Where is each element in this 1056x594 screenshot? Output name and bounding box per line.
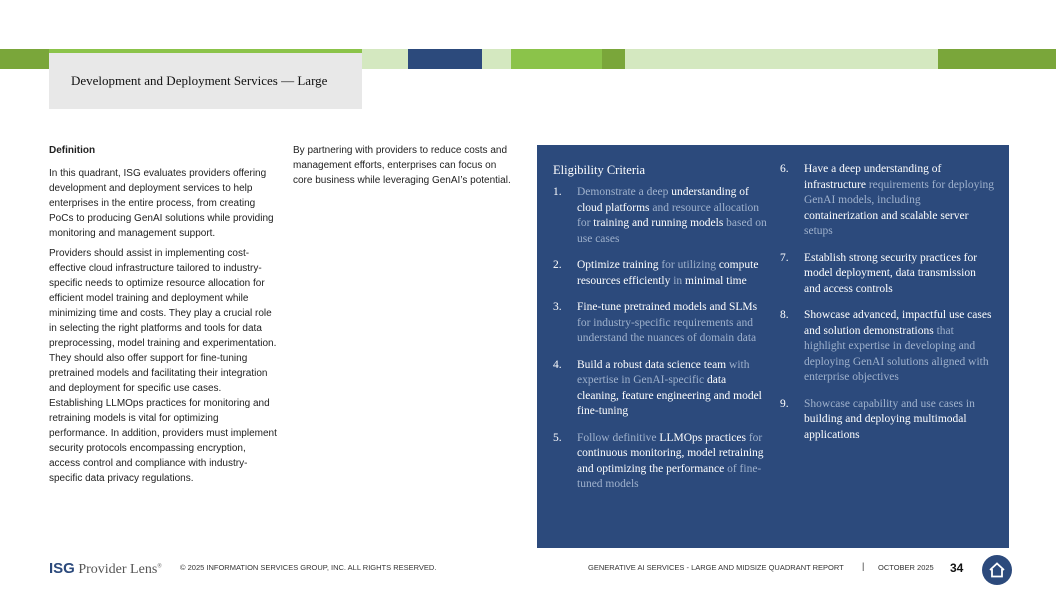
eligibility-item	[780, 251, 995, 298]
eligibility-item-text: based on use cases	[577, 217, 767, 245]
eligibility-panel	[537, 145, 1009, 548]
logo-text: Provider Lens	[78, 562, 158, 577]
eligibility-item-emphasis: minimal time	[685, 274, 747, 287]
eligibility-heading: Eligibility Criteria	[553, 163, 645, 177]
eligibility-item-text: with expertise in GenAI-specific	[577, 358, 750, 386]
eligibility-item-text: for utilizing	[658, 259, 719, 271]
definition-paragraph-1: In this quadrant, ISG evaluates providers offering development and deployment services to help enterprises in the entire process, from creating PoCs to producing GenAI solutions while providing monitoring and management support.	[49, 168, 274, 239]
eligibility-item-number: 3.	[553, 301, 562, 313]
logo-mark: ISG	[49, 560, 75, 577]
eligibility-item-number: 9.	[780, 397, 789, 410]
eligibility-item-text: requirements for deploying GenAI models, including	[804, 178, 995, 206]
eligibility-item	[553, 431, 767, 493]
eligibility-item-emphasis: training and running models	[593, 217, 724, 229]
eligibility-item-emphasis: Establish strong security practices for model deployment, data transmission and access controls	[804, 251, 978, 295]
eligibility-item-text: that highlight expertise in developing and deploying GenAI solutions aligned with enterprise objectives	[804, 324, 989, 383]
eligibility-item-number: 1.	[553, 186, 562, 198]
header-bar-8	[938, 49, 1056, 69]
eligibility-item-number: 2.	[553, 259, 562, 271]
eligibility-item-emphasis: compute resources efficiently	[577, 259, 759, 287]
page-title: Development and Deployment Services — Large	[71, 73, 328, 88]
footer-separator: |	[862, 561, 865, 571]
isg-provider-lens-logo: ISG Provider Lens®	[49, 560, 162, 577]
eligibility-item-emphasis: understanding of cloud platforms	[577, 186, 749, 214]
home-icon	[982, 555, 1012, 585]
eligibility-item-emphasis: containerization and scalable server	[804, 209, 969, 222]
eligibility-item-emphasis: building and deploying multimodal applications	[804, 413, 967, 441]
eligibility-item-emphasis: Showcase advanced, impactful use cases and solution demonstrations	[804, 309, 992, 337]
header-bar-4	[482, 49, 511, 69]
eligibility-item-number: 4.	[553, 358, 562, 371]
report-date: OCTOBER 2025	[878, 563, 934, 572]
eligibility-item-emphasis: Build a robust data science team	[577, 358, 727, 371]
header-bar-7	[625, 49, 938, 69]
eligibility-item-number: 7.	[780, 251, 789, 264]
eligibility-item-text: Follow definitive	[577, 431, 660, 444]
eligibility-item-text: Showcase capability and use cases in	[804, 397, 975, 410]
eligibility-item-emphasis: data cleaning, feature engineering and model fine-tuning	[577, 374, 762, 417]
definition-column	[49, 143, 277, 491]
eligibility-item	[553, 185, 767, 247]
eligibility-item-text: setups	[804, 225, 833, 237]
eligibility-item-number: 8.	[780, 309, 789, 321]
eligibility-list-right	[780, 162, 995, 454]
eligibility-item	[780, 162, 995, 240]
definition-paragraph-3: By partnering with providers to reduce costs and management efforts, enterprises can focus on core business while leveraging GenAI’s potential.	[293, 145, 511, 186]
eligibility-item-emphasis: Have a deep understanding of infrastructure	[804, 163, 942, 191]
home-button[interactable]	[982, 555, 1012, 585]
definition-heading: Definition	[49, 145, 96, 156]
copyright: © 2025 INFORMATION SERVICES GROUP, INC. ALL RIGHTS RESERVED.	[180, 563, 437, 572]
header-bar-2	[362, 49, 408, 69]
eligibility-item	[553, 358, 767, 420]
eligibility-item	[553, 258, 767, 289]
eligibility-item-number: 5.	[553, 431, 562, 444]
eligibility-item-emphasis: Optimize training	[577, 259, 659, 271]
eligibility-item	[780, 397, 995, 444]
header-bar-1	[0, 49, 49, 69]
eligibility-item-text: and resource allocation for	[577, 201, 760, 229]
eligibility-item-text: for industry-specific requirements and understand the nuances of domain data	[577, 316, 757, 344]
eligibility-item-text: for	[745, 431, 763, 444]
eligibility-item	[780, 308, 995, 386]
eligibility-item-text: of fine-tuned models	[577, 462, 762, 490]
header-bar-5	[511, 49, 602, 69]
eligibility-item-emphasis: LLMOps practices	[659, 431, 746, 444]
eligibility-item-text: in	[670, 274, 686, 287]
eligibility-item-emphasis: continuous monitoring, model retraining and optimizing the performance	[577, 447, 764, 475]
definition-paragraph-2: Providers should assist in implementing cost-effective cloud infrastructure tailored to industry-specific needs to optimize resource allocation for efficient model training and deployment while minimizing time and costs. They play a crucial role in selecting the right platforms and tools for data preprocessing, model training and experimentation. They should also offer support for fine-tuning pretrained models and facilitating their integration and deployment for specific use cases. Establishing LLMOps practices for monitoring and retraining models is vital for optimizing performance. In addition, providers must implement security protocols encompassing encryption, access control and compliance with industry-specific data privacy regulations.	[49, 248, 277, 484]
eligibility-item	[553, 300, 767, 347]
header-bar-3	[408, 49, 482, 69]
page-number: 34	[950, 561, 964, 575]
eligibility-item-emphasis: Fine-tune pretrained models and SLMs	[577, 301, 758, 313]
eligibility-item-text: Demonstrate a deep	[577, 186, 672, 198]
page-title-tab	[49, 49, 362, 109]
eligibility-item-number: 6.	[780, 163, 789, 175]
eligibility-list-left	[553, 185, 767, 504]
header-bar-6	[602, 49, 625, 69]
definition-column-2	[293, 143, 513, 188]
report-title: GENERATIVE AI SERVICES - LARGE AND MIDSIZE QUADRANT REPORT	[588, 563, 844, 572]
